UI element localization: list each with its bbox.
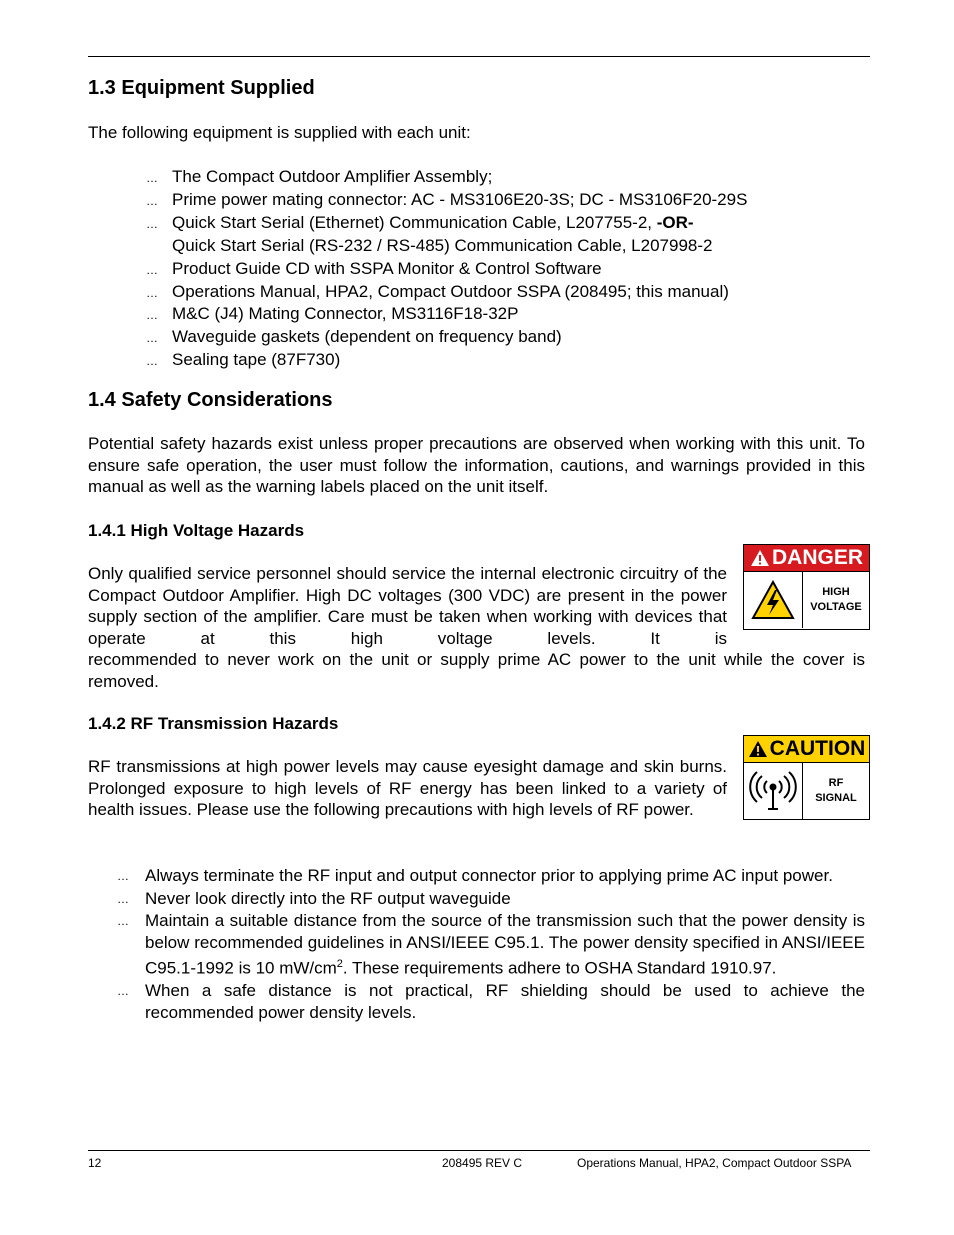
- bullet: …: [146, 171, 158, 185]
- caution-sign: [743, 735, 870, 820]
- list-item: … Sealing tape (87F730): [146, 349, 846, 372]
- page-number: 12: [88, 1156, 102, 1170]
- warning-triangle-icon: [748, 740, 768, 758]
- bullet: …: [117, 984, 129, 999]
- bullet: …: [146, 308, 158, 323]
- high-voltage-paragraph: Only qualified service personnel should service the internal electronic circuitry of the Compact Outdoor Amplifier. High DC voltages (300 VDC) are present in the power supply section of the amplifier. Care must be taken when working with devices that operate at this high voltage levels. It is: [88, 564, 727, 649]
- warning-triangle-icon: [750, 549, 770, 567]
- bullet: …: [146, 354, 158, 369]
- top-rule: [88, 56, 870, 57]
- list-item: … Always terminate the RF input and output connector prior to applying prime AC input power.: [117, 865, 865, 887]
- subsection-heading-rf: 1.4.2 RF Transmission Hazards: [88, 714, 339, 733]
- bullet: …: [146, 285, 158, 300]
- bullet: …: [117, 914, 129, 929]
- list-item: … Prime power mating connector: AC - MS3106E20-3S; DC - MS3106F20-29S: [146, 189, 846, 212]
- list-item: … The Compact Outdoor Amplifier Assembly;: [146, 166, 846, 189]
- danger-sign-text: HIGH VOLTAGE: [810, 586, 862, 613]
- list-item: … Product Guide CD with SSPA Monitor & Control Software: [146, 258, 846, 281]
- footer-rule: [88, 1150, 870, 1151]
- doc-number: 208495 REV C: [442, 1156, 523, 1170]
- bullet: …: [117, 891, 129, 906]
- rf-paragraph: RF transmissions at high power levels may cause eyesight damage and skin burns. Prolonged exposure to high levels of RF energy has been linked to a variety of health issues. Please use the following precautions with high levels of RF power.: [88, 757, 727, 820]
- list-item: … Quick Start Serial (Ethernet) Communication Cable, L207755-2, -OR- Quick Start Serial (RS-232 / RS-485) Communication Cable, L207998-2: [146, 212, 713, 255]
- or-label: -OR-: [656, 212, 694, 232]
- high-voltage-paragraph-cont: recommended to never work on the unit or supply prime AC power to the unit while the cover is removed.: [88, 650, 865, 691]
- doc-title: Operations Manual, HPA2, Compact Outdoor SSPA: [577, 1156, 852, 1170]
- high-voltage-icon: [751, 580, 795, 620]
- bullet: …: [146, 193, 158, 208]
- caution-header: CAUTION: [744, 736, 869, 762]
- danger-header: DANGER: [744, 545, 869, 571]
- bullet: …: [146, 262, 158, 277]
- list-item: … When a safe distance is not practical, RF shielding should be used to achieve the recommended power density levels.: [117, 981, 865, 1022]
- subsection-heading-high-voltage: 1.4.1 High Voltage Hazards: [88, 521, 305, 540]
- danger-sign: [743, 544, 870, 630]
- list-item: … Waveguide gaskets (dependent on frequency band): [146, 326, 846, 349]
- bullet: …: [146, 216, 158, 231]
- list-item: … M&C (J4) Mating Connector, MS3116F18-32P: [146, 303, 846, 326]
- caution-sign-text: RF SIGNAL: [815, 777, 857, 804]
- rf-precautions-list: [117, 865, 865, 1025]
- equipment-list: [146, 166, 846, 372]
- rf-signal-icon: [748, 769, 798, 813]
- section-heading-safety: 1.4 Safety Considerations: [88, 389, 333, 411]
- list-item: … Never look directly into the RF output waveguide: [117, 888, 865, 910]
- list-item: … Maintain a suitable distance from the source of the transmission such that the power density is below recommended guidelines in ANSI/IEEE C95.1. The power density specified in ANSI/IEEE C95.1-1992 is 10 $mW/cm^2$. These requirements adhere to OSHA Standard 1910.97.: [117, 911, 865, 978]
- equipment-intro: The following equipment is supplied with each unit:: [88, 123, 471, 142]
- bullet: …: [117, 869, 129, 883]
- bullet: …: [146, 331, 158, 346]
- section-heading-equipment: 1.3 Equipment Supplied: [88, 77, 315, 99]
- safety-intro: Potential safety hazards exist unless proper precautions are observed when working with this unit. To ensure safe operation, the user must follow the information, cautions, and warnings provided in this manual as well as the warning labels placed on the unit itself.: [88, 434, 865, 497]
- list-item: … Operations Manual, HPA2, Compact Outdoor SSPA (208495; this manual): [146, 281, 846, 304]
